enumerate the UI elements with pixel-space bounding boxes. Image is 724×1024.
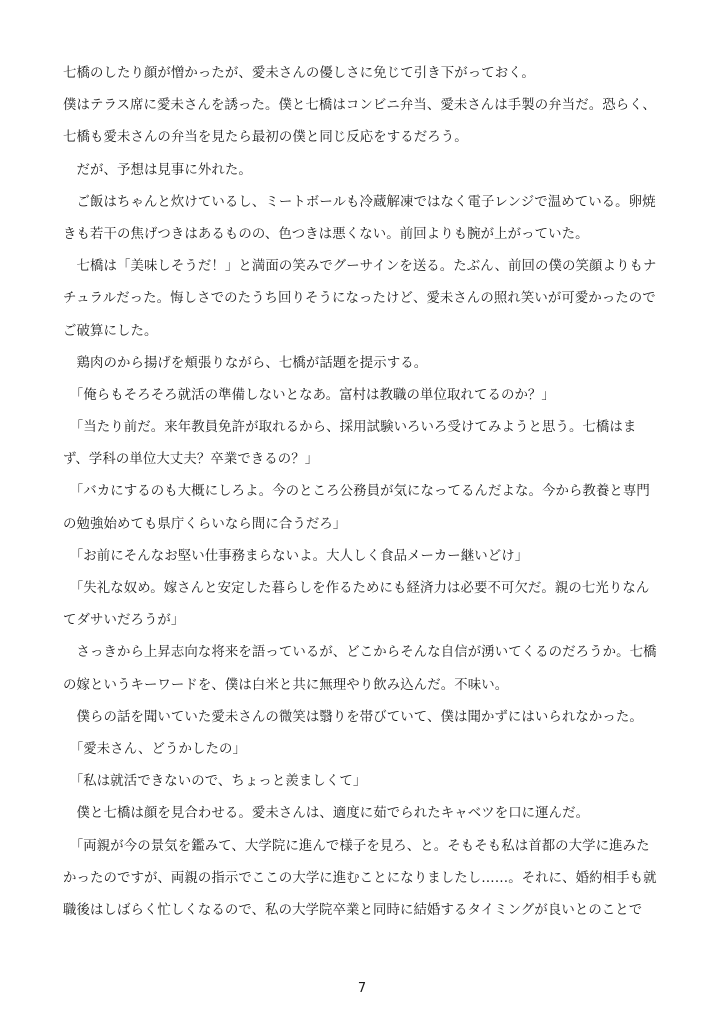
text-line: 僕と七橋は顔を見合わせる。愛未さんは、適度に茹でられたキャベツを口に運んだ。 (63, 806, 590, 822)
page-number: 7 (357, 981, 367, 996)
text-line: チュラルだった。悔しさでのたうち回りそうになったけど、愛未さんの照れ笑いが可愛かったので (63, 291, 656, 307)
text-line: 七橋は「美味しそうだ！」と満面の笑みでグーサインを送る。たぶん、前回の僕の笑顔よりもナ (63, 259, 657, 275)
text-line: 「お前にそんなお堅い仕事務まらないよ。大人しく食品メーカー継いどけ」 (63, 548, 529, 564)
text-line: ず、学科の単位大丈夫？卒業できるの？」 (63, 452, 319, 468)
text-line: 「私は就活できないので、ちょっと羨ましくて」 (63, 774, 367, 790)
text-line: 「両親が今の景気を鑑みて、大学院に進んで様子を見ろ、と。そもそも私は首都の大学に進みた (63, 838, 650, 854)
body-text (63, 58, 663, 927)
text-line: 「愛未さん、どうかしたの」 (63, 741, 246, 757)
text-line: 「バカにするのも大概にしろよ。今のところ公務員が気になってるんだよな。今から教養と専門 (63, 484, 650, 500)
text-line: 鶏肉のから揚げを頬張りながら、七橋が話題を提示する。 (63, 355, 428, 371)
text-line: 僕はテラス席に愛未さんを誘った。僕と七橋はコンビニ弁当、愛未さんは手製の弁当だ。恐らく、 (63, 98, 656, 114)
text-line: 「当たり前だ。来年教員免許が取れるから、採用試験いろいろ受けてみようと思う。七橋はま (63, 420, 637, 436)
text-line: 「失礼な奴め。嫁さんと安定した暮らしを作るためにも経済力は必要不可欠だ。親の七光りなん (63, 581, 650, 596)
text-line: 僕らの話を聞いていた愛未さんの微笑は翳りを帯びていて、僕は聞かずにはいられなかった。 (63, 709, 643, 725)
text-line: だが、予想は見事に外れた。 (63, 162, 252, 178)
text-line: 「俺らもそろそろ就活の準備しないとなあ。富村は教職の単位取れてるのか？」 (63, 387, 555, 403)
text-line: ご破算にした。 (63, 323, 158, 339)
text-line: てダサいだろうが」 (63, 613, 185, 629)
text-line: 職後はしばらく忙しくなるので、私の大学院卒業と同時に結婚するタイミングが良いとのことで (63, 902, 643, 918)
text-line: かったのですが、両親の指示でここの大学に進むことになりましたし……。それに、婚約相手も就 (63, 870, 657, 886)
text-line: の勉強始めても県庁くらいなら間に合うだろ」 (63, 516, 347, 532)
text-line: の嫁というキーワードを、僕は白米と共に無理やり飲み込んだ。不味い。 (63, 677, 509, 693)
text-line: ご飯はちゃんと炊けているし、ミートボールも冷蔵解凍ではなく電子レンジで温めている。卵焼 (63, 194, 656, 210)
text-line: 七橋のしたり顔が憎かったが、愛未さんの優しさに免じて引き下がっておく。 (63, 66, 535, 81)
text-line: きも若干の焦げつきはあるものの、色つきは悪くない。前回よりも腕が上がっていた。 (63, 226, 589, 242)
text-line: 七橋も愛未さんの弁当を見たら最初の僕と同じ反応をするだろう。 (63, 130, 468, 146)
text-line: さっきから上昇志向な将来を語っているが、どこからそんな自信が湧いてくるのだろうか。七橋 (63, 645, 657, 661)
